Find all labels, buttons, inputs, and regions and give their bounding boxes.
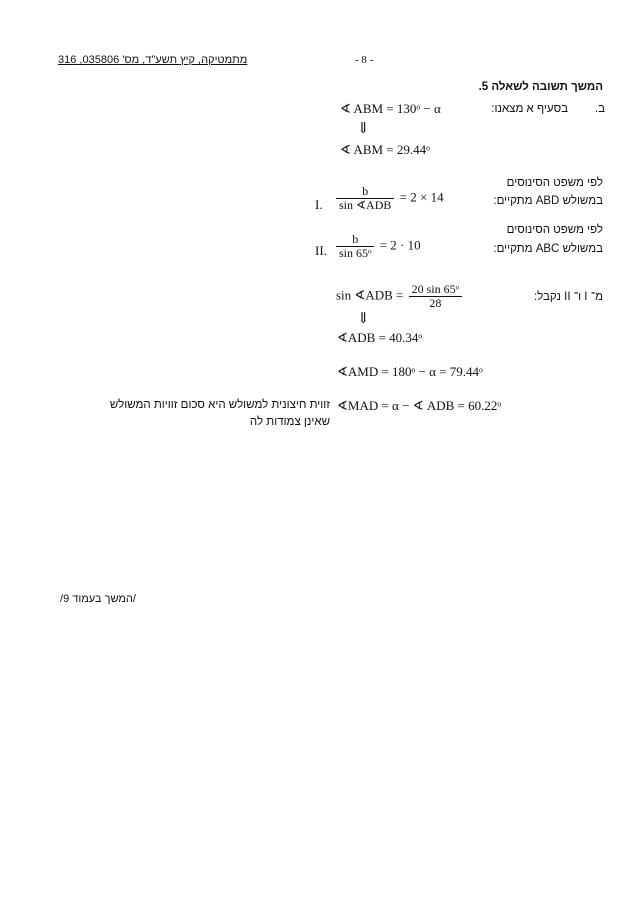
fraction-numerator: 20 sin 65ᵒ <box>409 283 462 297</box>
triangle-abd-text: במשולש ABD מתקיים: <box>493 195 603 207</box>
part-b-text: בסעיף א מצאנו: <box>491 103 568 115</box>
roman-one: I. <box>315 197 323 212</box>
equation-sine-abc <box>334 233 421 260</box>
equation-adb: ∢ADB = 40.34ᵒ <box>337 330 423 345</box>
equation-rhs: = 2 · 10 <box>379 237 421 253</box>
equation-abm-1: ∢ ABM = 130ᵒ − α <box>340 101 441 116</box>
part-letter: ב. <box>594 103 605 115</box>
equation-sine-abd <box>334 185 444 212</box>
equation-abm-2: ∢ ABM = 29.44ᵒ <box>340 142 430 157</box>
equation-lhs: sin ∢ADB = <box>336 287 404 303</box>
page-number: - 8 - <box>355 54 374 66</box>
triangle-abc-text: במשולש ABC מתקיים: <box>493 243 603 255</box>
section-title: המשך תשובה לשאלה 5. <box>478 81 603 93</box>
fraction-numerator: b <box>336 233 374 247</box>
sine-law-label-1: לפי משפט הסינוסים <box>506 177 603 189</box>
fraction-denominator: sin ∢ADB <box>339 198 392 212</box>
equation-mad: ∢MAD = α − ∢ ADB = 60.22ᵒ <box>337 398 502 413</box>
continue-note: /המשך בעמוד 9/ <box>60 593 136 605</box>
roman-two: II. <box>315 243 327 258</box>
fraction-numerator: b <box>336 185 394 199</box>
equation-sin-adb <box>336 283 464 310</box>
exterior-angle-note-1: זווית חיצונית למשולש היא סכום זוויות המשולש <box>109 399 330 411</box>
sine-law-label-2: לפי משפט הסינוסים <box>506 224 603 236</box>
exterior-angle-note-2: שאינן צמודות לה <box>249 416 330 428</box>
page-header-subject: מתמטיקה, קיץ תשע"ד, מס' 035806, 316 <box>58 54 248 66</box>
implies-arrow-2: ⇓ <box>357 311 370 327</box>
combine-text: מ־ I ו־ II נקבל: <box>533 291 603 303</box>
equation-amd: ∢AMD = 180ᵒ − α = 79.44ᵒ <box>337 364 483 379</box>
fraction-denominator: sin 65ᵒ <box>339 246 372 260</box>
implies-arrow-1: ⇓ <box>357 121 370 137</box>
equation-rhs: = 2 × 14 <box>399 189 444 205</box>
fraction-denominator: 28 <box>429 296 442 310</box>
